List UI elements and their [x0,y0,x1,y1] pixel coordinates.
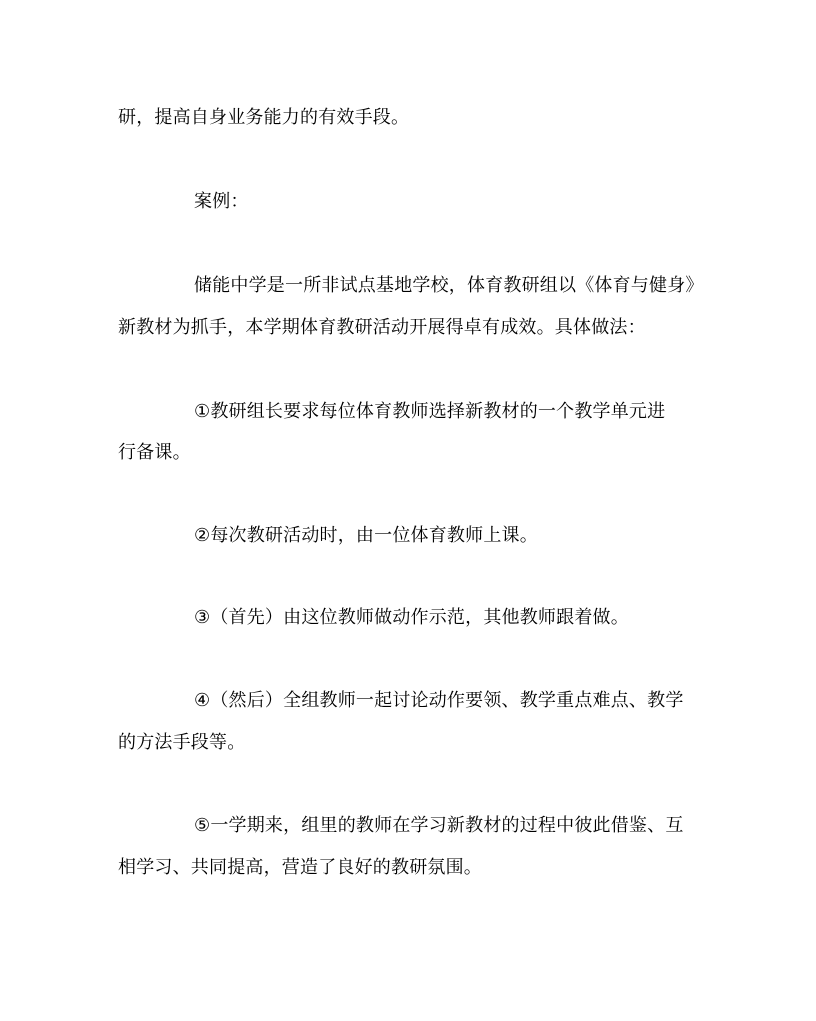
step-5-line-1: ⑤一学期来，组里的教师在学习新教材的过程中彼此借鉴、互 [194,815,684,836]
step-5-line-2: 相学习、共同提高，营造了良好的教研氛围。 [118,857,482,878]
case-paragraph-line-2: 新教材为抓手，本学期体育教研活动开展得卓有成效。具体做法： [118,317,646,338]
step-2-line: ②每次教研活动时，由一位体育教师上课。 [194,525,538,546]
paragraph-continuation-line: 研，提高自身业务能力的有效手段。 [118,107,410,128]
case-heading: 案例： [194,191,249,212]
case-paragraph-line-1: 储能中学是一所非试点基地学校，体育教研组以《体育与健身》 [194,275,704,296]
step-1-line-2: 行备课。 [118,442,191,463]
step-4-line-1: ④（然后）全组教师一起讨论动作要领、教学重点难点、教学 [194,690,684,711]
step-1-line-1: ①教研组长要求每位体育教师选择新教材的一个教学单元进 [194,401,666,422]
step-4-line-2: 的方法手段等。 [118,732,246,753]
step-3-line: ③（首先）由这位教师做动作示范，其他教师跟着做。 [194,607,629,628]
